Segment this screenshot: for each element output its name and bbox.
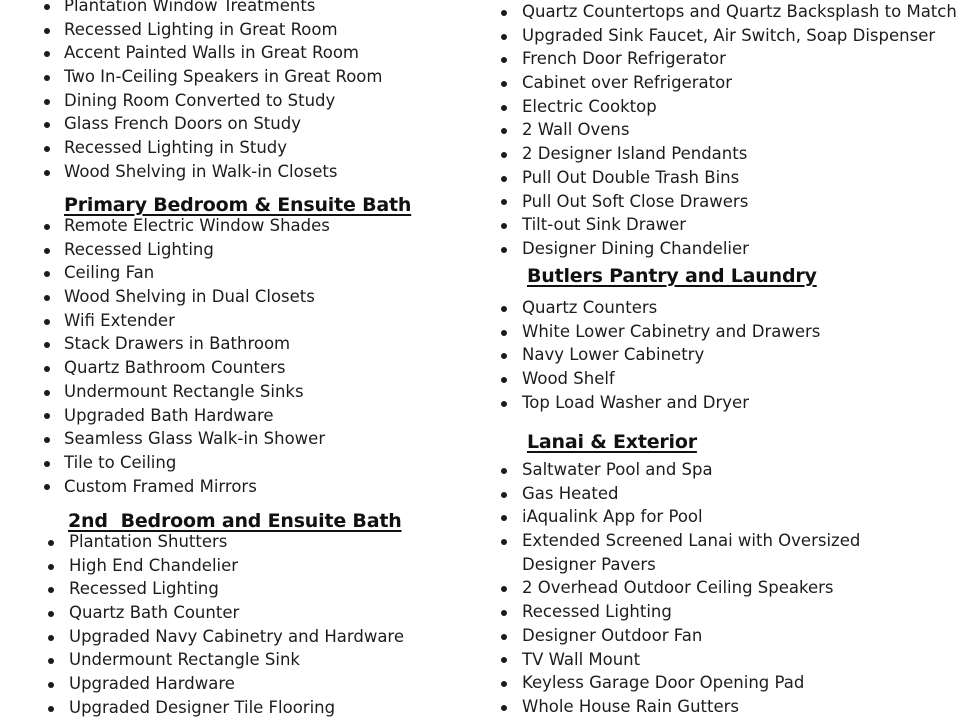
- list-item: Glass French Doors on Study: [0, 112, 470, 136]
- bullet-icon: [501, 306, 507, 312]
- bullet-icon: [44, 75, 50, 81]
- bullet-icon: [501, 515, 507, 521]
- bullet-icon: [44, 248, 50, 254]
- bullet-icon: [48, 706, 54, 712]
- great-room-feature-list: [0, 0, 470, 184]
- list-item: Remote Electric Window Shades: [0, 214, 470, 238]
- list-item: Quartz Countertops and Quartz Backsplash to Match: [458, 0, 960, 24]
- bullet-icon: [44, 122, 50, 128]
- list-item: Wood Shelf: [458, 367, 960, 391]
- list-item: Designer Dining Chandelier: [458, 237, 960, 261]
- list-item: High End Chandelier: [0, 554, 470, 578]
- bullet-icon: [44, 28, 50, 34]
- list-item: Wood Shelving in Dual Closets: [0, 285, 470, 309]
- bullet-icon: [44, 146, 50, 152]
- bullet-icon: [48, 611, 54, 617]
- list-item: Plantation Shutters: [0, 530, 470, 554]
- list-item: Whole House Rain Gutters: [458, 695, 960, 719]
- list-item: Electric Cooktop: [458, 95, 960, 119]
- bullet-icon: [44, 99, 50, 105]
- bullet-icon: [501, 81, 507, 87]
- bullet-icon: [44, 295, 50, 301]
- lanai-exterior-heading: Lanai & Exterior: [527, 431, 697, 453]
- list-item: Quartz Bath Counter: [0, 601, 470, 625]
- bullet-icon: [44, 342, 50, 348]
- bullet-icon: [44, 413, 50, 419]
- bullet-icon: [501, 57, 507, 63]
- list-item: TV Wall Mount: [458, 648, 960, 672]
- bullet-icon: [48, 587, 54, 593]
- list-item: Upgraded Sink Faucet, Air Switch, Soap Dispenser: [458, 24, 960, 48]
- list-item: Gas Heated: [458, 482, 960, 506]
- list-item: Keyless Garage Door Opening Pad: [458, 671, 960, 695]
- list-item: Recessed Lighting: [458, 600, 960, 624]
- list-item: Undermount Rectangle Sinks: [0, 380, 470, 404]
- bullet-icon: [501, 681, 507, 687]
- bullet-icon: [501, 634, 507, 640]
- list-item: Extended Screened Lanai with Oversized Designer Pavers: [458, 529, 960, 576]
- list-item: iAqualink App for Pool: [458, 505, 960, 529]
- second-bedroom-heading: 2nd Bedroom and Ensuite Bath: [68, 510, 402, 532]
- list-item: Recessed Lighting: [0, 577, 470, 601]
- list-item: 2 Wall Ovens: [458, 118, 960, 142]
- list-item: 2 Overhead Outdoor Ceiling Speakers: [458, 576, 960, 600]
- bullet-icon: [44, 390, 50, 396]
- list-item: Upgraded Hardware: [0, 672, 470, 696]
- bullet-icon: [44, 170, 50, 176]
- list-item: Upgraded Navy Cabinetry and Hardware: [0, 625, 470, 649]
- bullet-icon: [501, 610, 507, 616]
- list-item: Pull Out Soft Close Drawers: [458, 190, 960, 214]
- bullet-icon: [501, 539, 507, 545]
- list-item: Upgraded Bath Hardware: [0, 404, 470, 428]
- list-item: Upgraded Designer Tile Flooring: [0, 696, 470, 720]
- list-item: Cabinet over Refrigerator: [458, 71, 960, 95]
- bullet-icon: [44, 437, 50, 443]
- list-item: Quartz Counters: [458, 296, 960, 320]
- bullet-icon: [501, 176, 507, 182]
- list-item: Recessed Lighting in Study: [0, 136, 470, 160]
- bullet-icon: [501, 247, 507, 253]
- list-item: Custom Framed Mirrors: [0, 475, 470, 499]
- butlers-pantry-feature-list: [458, 296, 960, 414]
- bullet-icon: [44, 461, 50, 467]
- butlers-pantry-heading: Butlers Pantry and Laundry: [527, 265, 817, 287]
- list-item: Undermount Rectangle Sink: [0, 648, 470, 672]
- bullet-icon: [501, 492, 507, 498]
- list-item: Navy Lower Cabinetry: [458, 343, 960, 367]
- list-item: Quartz Bathroom Counters: [0, 356, 470, 380]
- list-item: Seamless Glass Walk-in Shower: [0, 427, 470, 451]
- bullet-icon: [48, 540, 54, 546]
- list-item: Designer Outdoor Fan: [458, 624, 960, 648]
- kitchen-feature-list: [458, 0, 960, 261]
- bullet-icon: [501, 468, 507, 474]
- list-item: Saltwater Pool and Spa: [458, 458, 960, 482]
- bullet-icon: [501, 330, 507, 336]
- list-item: French Door Refrigerator: [458, 47, 960, 71]
- bullet-icon: [48, 564, 54, 570]
- list-item: Tilt-out Sink Drawer: [458, 213, 960, 237]
- bullet-icon: [501, 353, 507, 359]
- primary-bedroom-feature-list: [0, 214, 470, 498]
- list-item: Wifi Extender: [0, 309, 470, 333]
- bullet-icon: [44, 484, 50, 490]
- bullet-icon: [501, 128, 507, 134]
- bullet-icon: [44, 319, 50, 325]
- bullet-icon: [501, 223, 507, 229]
- bullet-icon: [501, 152, 507, 158]
- primary-bedroom-heading: Primary Bedroom & Ensuite Bath: [64, 194, 412, 216]
- bullet-icon: [501, 401, 507, 407]
- list-item: Top Load Washer and Dryer: [458, 391, 960, 415]
- list-item: Stack Drawers in Bathroom: [0, 332, 470, 356]
- list-item: Dining Room Converted to Study: [0, 89, 470, 113]
- list-item: Accent Painted Walls in Great Room: [0, 41, 470, 65]
- second-bedroom-feature-list: [0, 530, 470, 720]
- bullet-icon: [501, 586, 507, 592]
- lanai-exterior-feature-list: [458, 458, 960, 719]
- bullet-icon: [501, 34, 507, 40]
- list-item: Recessed Lighting in Great Room: [0, 18, 470, 42]
- bullet-icon: [501, 377, 507, 383]
- bullet-icon: [44, 271, 50, 277]
- bullet-icon: [501, 10, 507, 16]
- list-item: Wood Shelving in Walk-in Closets: [0, 160, 470, 184]
- list-item: Ceiling Fan: [0, 261, 470, 285]
- list-item: Plantation Window Treatments: [0, 0, 470, 18]
- list-item: Pull Out Double Trash Bins: [458, 166, 960, 190]
- bullet-icon: [44, 366, 50, 372]
- bullet-icon: [48, 682, 54, 688]
- list-item: Two In-Ceiling Speakers in Great Room: [0, 65, 470, 89]
- bullet-icon: [501, 657, 507, 663]
- bullet-icon: [44, 224, 50, 230]
- list-item: White Lower Cabinetry and Drawers: [458, 320, 960, 344]
- bullet-icon: [501, 199, 507, 205]
- bullet-icon: [44, 51, 50, 57]
- bullet-icon: [501, 105, 507, 111]
- list-item: Tile to Ceiling: [0, 451, 470, 475]
- list-item: 2 Designer Island Pendants: [458, 142, 960, 166]
- bullet-icon: [48, 658, 54, 664]
- bullet-icon: [44, 4, 50, 10]
- bullet-icon: [501, 705, 507, 711]
- bullet-icon: [48, 635, 54, 641]
- list-item: Recessed Lighting: [0, 238, 470, 262]
